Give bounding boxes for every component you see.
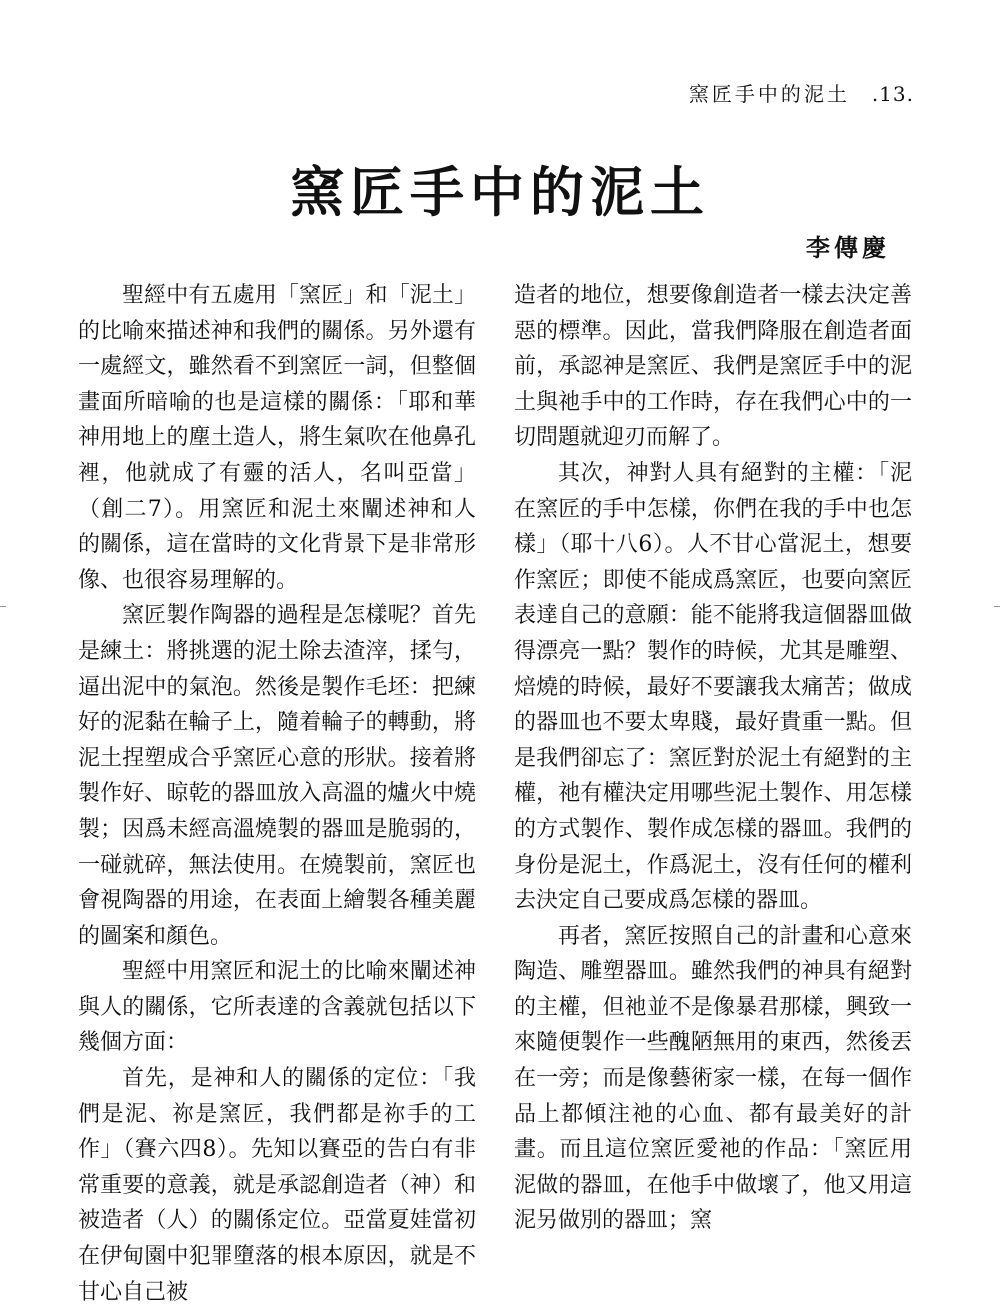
left-column xyxy=(78,278,476,1310)
page-number: .13. xyxy=(871,82,914,106)
paragraph: 首先，是神和人的關係的定位：「我們是泥、祢是窯匠，我們都是祢手的工作」（賽六四8）。先知以賽亞的告白有非常重要的意義，就是承認創造者（神）和被造者（人）的關係定位。亞當夏娃當初在伊甸園中犯罪墮落的根本原因，就是不甘心自己被 xyxy=(78,1066,476,1305)
paragraph: 其次，神對人具有絕對的主權：「泥在窯匠的手中怎樣，你們在我的手中也怎樣」（耶十八6）。人不甘心當泥土，想要作窯匠；即使不能成爲窯匠，也要向窯匠表達自己的意願：能不能將我這個器皿做得漂亮一點？製作的時候，尤其是雕塑、焙燒的時候，最好不要讓我太痛苦；做成的器皿也不要太卑賤，最好貴重一點。但是我們卻忘了：窯匠對於泥土有絕對的主權，祂有權決定用哪些泥土製作、用怎樣的方式製作、製作成怎樣的器皿。我們的身份是泥土，作爲泥土，沒有任何的權利去決定自己要成爲怎樣的器皿。 xyxy=(514,460,912,914)
article-author: 李傳慶 xyxy=(806,233,890,262)
registration-mark xyxy=(0,606,6,607)
paragraph: 窯匠製作陶器的過程是怎樣呢？首先是練土：將挑選的泥土除去渣滓，揉勻，逼出泥中的氣泡。然後是製作毛坯：把練好的泥黏在輪子上，隨着輪子的轉動，將泥土捏塑成合乎窯匠心意的形狀。接着將製作好、晾乾的器皿放入高溫的爐火中燒製；因爲未經高溫燒製的器皿是脆弱的，一碰就碎，無法使用。在燒製前，窯匠也會視陶器的用途，在表面上繪製各種美麗的圖案和顏色。 xyxy=(78,603,476,949)
running-title: 窯匠手中的泥土 xyxy=(688,82,850,106)
paragraph: 聖經中用窯匠和泥土的比喻來闡述神與人的關係，它所表達的含義就包括以下幾個方面： xyxy=(78,959,476,1056)
paragraph: 再者，窯匠按照自己的計畫和心意來陶造、雕塑器皿。雖然我們的神具有絕對的主權，但祂並不是像暴君那樣，興致一來隨便製作一些醜陋無用的東西，然後丟在一旁；而是像藝術家一樣，在每一個作品上都傾注祂的心血、都有最美好的計畫。而且這位窯匠愛祂的作品：「窯匠用泥做的器皿，在他手中做壞了，他又用這泥另做別的器皿；窯 xyxy=(514,923,912,1234)
running-header xyxy=(689,78,914,107)
article-title: 窯匠手中的泥土 xyxy=(290,161,710,224)
right-column xyxy=(514,278,912,1239)
registration-mark xyxy=(994,606,1000,607)
paragraph-continuation: 造者的地位，想要像創造者一樣去決定善惡的標準。因此，當我們降服在創造者面前，承認神是窯匠、我們是窯匠手中的泥土與祂手中的工作時，存在我們心中的一切問題就迎刃而解了。 xyxy=(514,283,912,451)
paragraph: 聖經中有五處用「窯匠」和「泥土」的比喻來描述神和我們的關係。另外還有一處經文，雖然看不到窯匠一詞，但整個畫面所暗喻的也是這樣的關係：「耶和華神用地上的塵土造人，將生氣吹在他鼻孔裡，他就成了有靈的活人，名叫亞當」（創二7）。用窯匠和泥土來闡述神和人的關係，這在當時的文化背景下是非常形像、也很容易理解的。 xyxy=(78,283,476,593)
